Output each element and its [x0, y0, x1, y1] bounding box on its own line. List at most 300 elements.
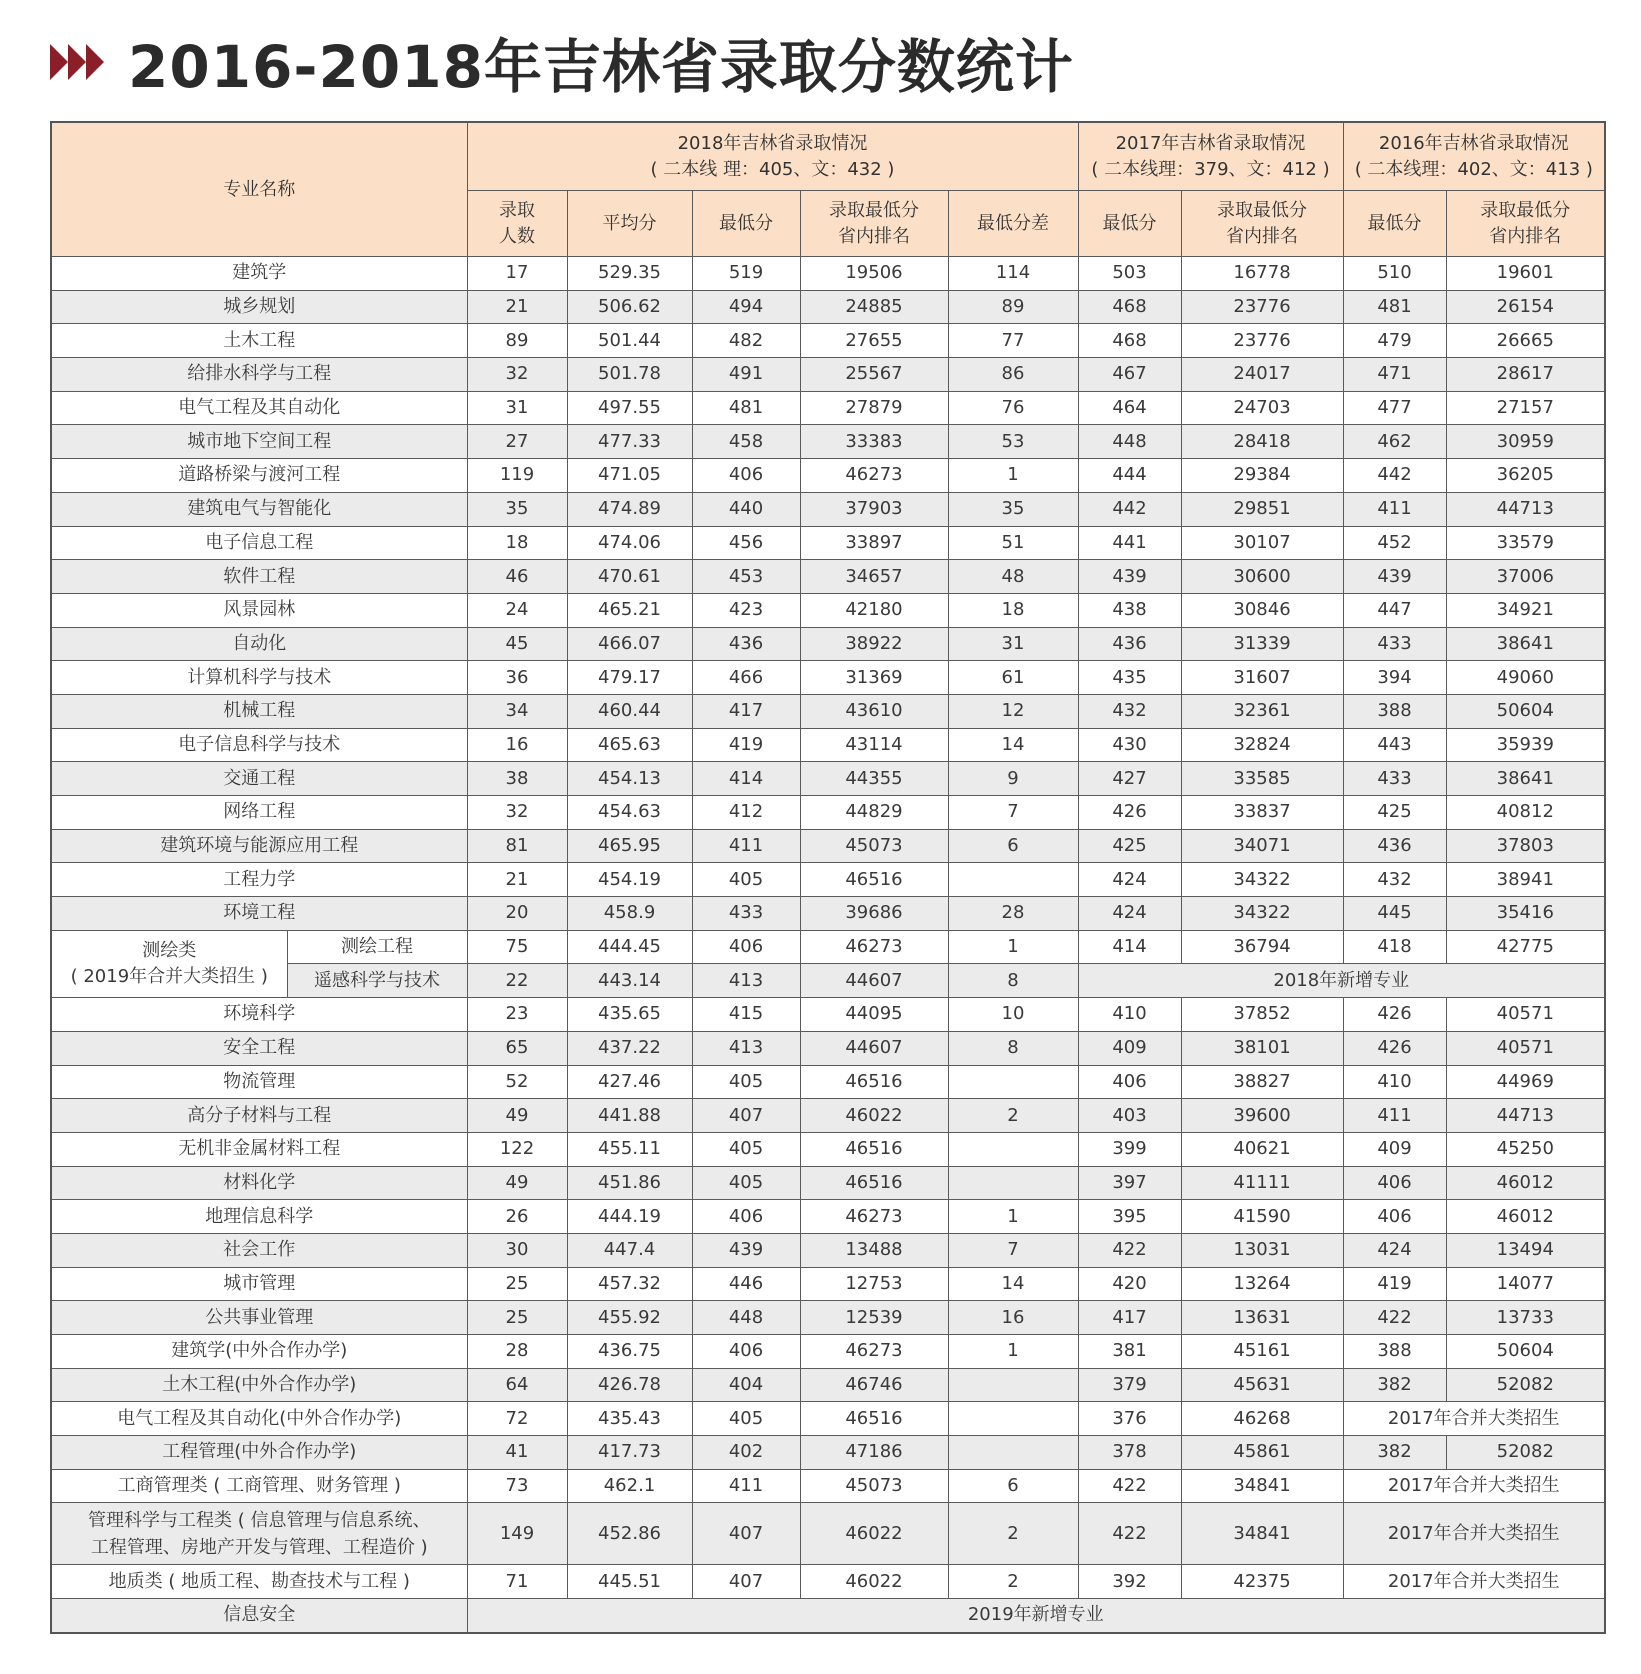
col-avg: 平均分 — [567, 191, 692, 257]
table-cell: 407 — [692, 1099, 800, 1133]
table-cell: 477.33 — [567, 425, 692, 459]
table-cell: 468 — [1078, 324, 1181, 358]
table-cell: 7 — [948, 1233, 1078, 1267]
table-cell: 13494 — [1446, 1233, 1605, 1267]
table-cell: 16 — [467, 728, 567, 762]
table-cell: 32361 — [1181, 694, 1343, 728]
table-cell: 411 — [1343, 492, 1446, 526]
note-cell: 2017年合并大类招生 — [1343, 1565, 1605, 1599]
table-cell: 28617 — [1446, 358, 1605, 392]
table-cell: 37006 — [1446, 560, 1605, 594]
table-cell: 482 — [692, 324, 800, 358]
table-cell: 422 — [1078, 1469, 1181, 1503]
table-cell: 32824 — [1181, 728, 1343, 762]
table-cell: 50604 — [1446, 694, 1605, 728]
table-cell: 19506 — [800, 257, 948, 291]
table-cell: 433 — [1343, 762, 1446, 796]
col-min-2016: 最低分 — [1343, 191, 1446, 257]
table-cell: 33383 — [800, 425, 948, 459]
table-cell: 31369 — [800, 661, 948, 695]
table-cell: 425 — [1078, 829, 1181, 863]
table-row — [51, 930, 1605, 964]
table-cell: 28 — [467, 1335, 567, 1369]
table-cell: 35939 — [1446, 728, 1605, 762]
table-cell: 403 — [1078, 1099, 1181, 1133]
triple-arrow-icon — [50, 42, 106, 82]
table-cell: 426 — [1343, 1031, 1446, 1065]
table-cell: 444.19 — [567, 1200, 692, 1234]
col-diff: 最低分差 — [948, 191, 1078, 257]
table-cell: 13488 — [800, 1233, 948, 1267]
table-cell: 46012 — [1446, 1166, 1605, 1200]
major-name: 城市管理 — [51, 1267, 467, 1301]
col-rank-2017: 录取最低分 省内排名 — [1181, 191, 1343, 257]
major-name: 建筑学 — [51, 257, 467, 291]
table-cell: 46012 — [1446, 1200, 1605, 1234]
table-cell: 33585 — [1181, 762, 1343, 796]
table-cell: 25 — [467, 1267, 567, 1301]
table-cell: 26 — [467, 1200, 567, 1234]
table-cell: 447 — [1343, 593, 1446, 627]
table-cell: 1 — [948, 459, 1078, 493]
table-cell: 34841 — [1181, 1469, 1343, 1503]
table-cell: 446 — [692, 1267, 800, 1301]
table-cell: 76 — [948, 391, 1078, 425]
table-cell: 31 — [948, 627, 1078, 661]
table-cell: 40621 — [1181, 1132, 1343, 1166]
table-cell: 471 — [1343, 358, 1446, 392]
table-cell: 14 — [948, 1267, 1078, 1301]
table-cell: 53 — [948, 425, 1078, 459]
table-cell: 437.22 — [567, 1031, 692, 1065]
major-name: 计算机科学与技术 — [51, 661, 467, 695]
table-cell: 436 — [1343, 829, 1446, 863]
major-name: 电气工程及其自动化 — [51, 391, 467, 425]
table-cell: 41111 — [1181, 1166, 1343, 1200]
table-cell: 73 — [467, 1469, 567, 1503]
table-cell: 46022 — [800, 1099, 948, 1133]
table-cell: 38827 — [1181, 1065, 1343, 1099]
table-cell: 426 — [1343, 998, 1446, 1032]
table-cell: 448 — [1078, 425, 1181, 459]
table-row — [51, 1099, 1605, 1133]
table-row — [51, 459, 1605, 493]
table-cell: 41590 — [1181, 1200, 1343, 1234]
table-cell: 406 — [692, 459, 800, 493]
table-cell: 20 — [467, 897, 567, 931]
col-min: 最低分 — [692, 191, 800, 257]
table-cell: 462 — [1343, 425, 1446, 459]
major-name: 公共事业管理 — [51, 1301, 467, 1335]
table-cell: 50604 — [1446, 1335, 1605, 1369]
table-cell: 464 — [1078, 391, 1181, 425]
major-name: 建筑环境与能源应用工程 — [51, 829, 467, 863]
table-cell: 441.88 — [567, 1099, 692, 1133]
table-cell: 376 — [1078, 1402, 1181, 1436]
table-cell: 413 — [692, 1031, 800, 1065]
table-cell: 471.05 — [567, 459, 692, 493]
note-cell: 2017年合并大类招生 — [1343, 1402, 1605, 1436]
table-cell: 442 — [1343, 459, 1446, 493]
table-cell: 501.44 — [567, 324, 692, 358]
table-cell: 36205 — [1446, 459, 1605, 493]
table-cell: 409 — [1343, 1132, 1446, 1166]
table-row — [51, 1368, 1605, 1402]
table-cell: 42775 — [1446, 930, 1605, 964]
table-cell: 419 — [1343, 1267, 1446, 1301]
table-cell: 382 — [1343, 1436, 1446, 1470]
table-cell: 465.63 — [567, 728, 692, 762]
table-cell: 114 — [948, 257, 1078, 291]
table-cell: 2 — [948, 1099, 1078, 1133]
table-cell: 30959 — [1446, 425, 1605, 459]
table-cell: 75 — [467, 930, 567, 964]
header-2018: 2018年吉林省录取情况 ( 二本线 理：405、文：432 ) — [467, 122, 1078, 191]
table-cell: 34657 — [800, 560, 948, 594]
table-cell: 46516 — [800, 863, 948, 897]
major-name: 城市地下空间工程 — [51, 425, 467, 459]
major-name: 测绘工程 — [287, 930, 467, 964]
table-cell: 7 — [948, 796, 1078, 830]
table-cell: 26154 — [1446, 290, 1605, 324]
table-cell: 406 — [692, 930, 800, 964]
table-cell: 17 — [467, 257, 567, 291]
table-cell: 149 — [467, 1503, 567, 1565]
table-cell: 413 — [692, 964, 800, 998]
table-row — [51, 1166, 1605, 1200]
table-row — [51, 897, 1605, 931]
table-cell — [948, 1402, 1078, 1436]
table-cell: 435.65 — [567, 998, 692, 1032]
table-cell: 44713 — [1446, 1099, 1605, 1133]
table-row — [51, 694, 1605, 728]
table-row — [51, 1469, 1605, 1503]
table-cell: 122 — [467, 1132, 567, 1166]
table-cell: 24703 — [1181, 391, 1343, 425]
table-cell: 6 — [948, 829, 1078, 863]
table-cell: 13733 — [1446, 1301, 1605, 1335]
table-cell: 432 — [1078, 694, 1181, 728]
table-cell: 454.19 — [567, 863, 692, 897]
major-name: 环境工程 — [51, 897, 467, 931]
table-cell: 405 — [692, 1166, 800, 1200]
table-cell: 34921 — [1446, 593, 1605, 627]
table-cell: 30107 — [1181, 526, 1343, 560]
table-cell: 61 — [948, 661, 1078, 695]
table-cell: 31339 — [1181, 627, 1343, 661]
table-cell: 418 — [1343, 930, 1446, 964]
major-name: 机械工程 — [51, 694, 467, 728]
table-cell: 46516 — [800, 1065, 948, 1099]
table-cell: 46273 — [800, 459, 948, 493]
table-cell: 37852 — [1181, 998, 1343, 1032]
table-cell: 34322 — [1181, 863, 1343, 897]
table-cell: 454.13 — [567, 762, 692, 796]
table-cell: 2 — [948, 1503, 1078, 1565]
table-cell — [948, 863, 1078, 897]
table-cell: 494 — [692, 290, 800, 324]
table-cell: 89 — [948, 290, 1078, 324]
table-cell: 430 — [1078, 728, 1181, 762]
table-cell: 24885 — [800, 290, 948, 324]
major-name: 工商管理类 ( 工商管理、财务管理 ) — [51, 1469, 467, 1503]
table-cell: 22 — [467, 964, 567, 998]
table-cell: 77 — [948, 324, 1078, 358]
major-name: 城乡规划 — [51, 290, 467, 324]
table-cell: 427 — [1078, 762, 1181, 796]
table-cell: 497.55 — [567, 391, 692, 425]
table-row — [51, 358, 1605, 392]
major-name: 建筑学(中外合作办学) — [51, 1335, 467, 1369]
table-cell: 394 — [1343, 661, 1446, 695]
table-cell: 21 — [467, 863, 567, 897]
table-cell: 44095 — [800, 998, 948, 1032]
table-cell: 46022 — [800, 1503, 948, 1565]
table-cell: 417 — [692, 694, 800, 728]
table-cell: 466.07 — [567, 627, 692, 661]
table-cell: 23776 — [1181, 290, 1343, 324]
major-header: 专业名称 — [51, 122, 467, 257]
table-cell: 436.75 — [567, 1335, 692, 1369]
table-row — [51, 863, 1605, 897]
col-count: 录取 人数 — [467, 191, 567, 257]
table-row — [51, 1233, 1605, 1267]
table-cell: 35416 — [1446, 897, 1605, 931]
table-cell: 45073 — [800, 829, 948, 863]
table-cell: 477 — [1343, 391, 1446, 425]
table-cell: 481 — [1343, 290, 1446, 324]
table-cell: 13264 — [1181, 1267, 1343, 1301]
table-cell: 411 — [1343, 1099, 1446, 1133]
table-cell: 52082 — [1446, 1436, 1605, 1470]
table-row — [51, 796, 1605, 830]
table-cell: 37803 — [1446, 829, 1605, 863]
table-cell: 29384 — [1181, 459, 1343, 493]
table-cell: 26665 — [1446, 324, 1605, 358]
major-name: 软件工程 — [51, 560, 467, 594]
table-cell: 46516 — [800, 1166, 948, 1200]
table-cell: 14077 — [1446, 1267, 1605, 1301]
table-cell: 46 — [467, 560, 567, 594]
table-cell: 34841 — [1181, 1503, 1343, 1565]
table-cell: 49 — [467, 1099, 567, 1133]
major-name: 自动化 — [51, 627, 467, 661]
table-cell: 36794 — [1181, 930, 1343, 964]
table-cell: 510 — [1343, 257, 1446, 291]
major-name: 土木工程(中外合作办学) — [51, 1368, 467, 1402]
table-cell: 46273 — [800, 1200, 948, 1234]
table-cell: 436 — [1078, 627, 1181, 661]
table-cell: 49 — [467, 1166, 567, 1200]
table-cell: 468 — [1078, 290, 1181, 324]
table-cell: 412 — [692, 796, 800, 830]
table-cell: 32 — [467, 796, 567, 830]
table-cell: 16778 — [1181, 257, 1343, 291]
table-cell: 388 — [1343, 1335, 1446, 1369]
table-cell: 423 — [692, 593, 800, 627]
major-name: 地理信息科学 — [51, 1200, 467, 1234]
table-cell: 442 — [1078, 492, 1181, 526]
table-cell: 454.63 — [567, 796, 692, 830]
table-row — [51, 1267, 1605, 1301]
table-cell: 10 — [948, 998, 1078, 1032]
table-row — [51, 290, 1605, 324]
table-cell: 1 — [948, 1335, 1078, 1369]
table-cell: 27879 — [800, 391, 948, 425]
table-cell: 21 — [467, 290, 567, 324]
table-cell: 432 — [1343, 863, 1446, 897]
table-row — [51, 1065, 1605, 1099]
table-cell: 89 — [467, 324, 567, 358]
table-cell: 381 — [1078, 1335, 1181, 1369]
admission-score-table — [50, 121, 1606, 1634]
note-cell: 2019年新增专业 — [467, 1599, 1605, 1633]
table-row — [51, 1132, 1605, 1166]
group-name: 测绘类 ( 2019年合并大类招生 ) — [51, 930, 287, 997]
table-cell: 14 — [948, 728, 1078, 762]
note-cell: 2018年新增专业 — [1078, 964, 1605, 998]
table-cell: 436 — [692, 627, 800, 661]
table-cell: 399 — [1078, 1132, 1181, 1166]
major-name: 无机非金属材料工程 — [51, 1132, 467, 1166]
table-cell: 46022 — [800, 1565, 948, 1599]
table-cell: 30 — [467, 1233, 567, 1267]
table-row — [51, 1503, 1605, 1565]
table-cell: 36 — [467, 661, 567, 695]
table-cell: 49060 — [1446, 661, 1605, 695]
table-cell: 455.11 — [567, 1132, 692, 1166]
table-cell: 64 — [467, 1368, 567, 1402]
table-cell: 467 — [1078, 358, 1181, 392]
table-cell: 440 — [692, 492, 800, 526]
table-cell: 48 — [948, 560, 1078, 594]
table-cell: 457.32 — [567, 1267, 692, 1301]
table-cell: 465.95 — [567, 829, 692, 863]
table-cell: 435 — [1078, 661, 1181, 695]
table-cell: 411 — [692, 829, 800, 863]
table-cell: 45073 — [800, 1469, 948, 1503]
table-cell: 65 — [467, 1031, 567, 1065]
table-cell: 419 — [692, 728, 800, 762]
table-cell: 406 — [692, 1200, 800, 1234]
table-row — [51, 1402, 1605, 1436]
table-cell: 397 — [1078, 1166, 1181, 1200]
table-cell: 44969 — [1446, 1065, 1605, 1099]
table-cell: 13631 — [1181, 1301, 1343, 1335]
table-cell: 34071 — [1181, 829, 1343, 863]
table-cell: 33837 — [1181, 796, 1343, 830]
table-cell: 23776 — [1181, 324, 1343, 358]
table-cell: 44829 — [800, 796, 948, 830]
table-cell: 424 — [1078, 863, 1181, 897]
table-cell: 474.06 — [567, 526, 692, 560]
table-cell: 466 — [692, 661, 800, 695]
col-min-2017: 最低分 — [1078, 191, 1181, 257]
table-cell: 52082 — [1446, 1368, 1605, 1402]
table-cell: 462.1 — [567, 1469, 692, 1503]
table-row — [51, 998, 1605, 1032]
table-cell: 404 — [692, 1368, 800, 1402]
table-cell: 31607 — [1181, 661, 1343, 695]
table-cell: 405 — [692, 1065, 800, 1099]
table-cell: 479.17 — [567, 661, 692, 695]
table-cell: 51 — [948, 526, 1078, 560]
table-cell: 443 — [1343, 728, 1446, 762]
table-cell: 439 — [1078, 560, 1181, 594]
table-row — [51, 1200, 1605, 1234]
major-name: 环境科学 — [51, 998, 467, 1032]
table-cell: 410 — [1078, 998, 1181, 1032]
table-cell: 422 — [1078, 1503, 1181, 1565]
table-cell: 410 — [1343, 1065, 1446, 1099]
table-row — [51, 829, 1605, 863]
table-cell: 405 — [692, 863, 800, 897]
table-cell: 433 — [692, 897, 800, 931]
table-cell: 388 — [1343, 694, 1446, 728]
major-name: 工程力学 — [51, 863, 467, 897]
header-2016: 2016年吉林省录取情况 ( 二本线理：402、文：413 ) — [1343, 122, 1605, 191]
table-cell: 479 — [1343, 324, 1446, 358]
table-cell: 9 — [948, 762, 1078, 796]
table-cell: 519 — [692, 257, 800, 291]
table-cell: 465.21 — [567, 593, 692, 627]
major-name: 高分子材料与工程 — [51, 1099, 467, 1133]
table-cell — [948, 1132, 1078, 1166]
table-cell: 455.92 — [567, 1301, 692, 1335]
table-cell: 407 — [692, 1503, 800, 1565]
table-cell — [948, 1065, 1078, 1099]
table-cell: 439 — [692, 1233, 800, 1267]
major-name: 安全工程 — [51, 1031, 467, 1065]
table-cell: 43610 — [800, 694, 948, 728]
table-cell: 35 — [948, 492, 1078, 526]
table-cell: 424 — [1078, 897, 1181, 931]
major-name: 遥感科学与技术 — [287, 964, 467, 998]
table-cell: 392 — [1078, 1565, 1181, 1599]
table-cell: 45631 — [1181, 1368, 1343, 1402]
table-cell: 447.4 — [567, 1233, 692, 1267]
table-cell: 481 — [692, 391, 800, 425]
table-row — [51, 1565, 1605, 1599]
table-cell: 506.62 — [567, 290, 692, 324]
table-row — [51, 425, 1605, 459]
table-cell: 12539 — [800, 1301, 948, 1335]
table-cell: 19601 — [1446, 257, 1605, 291]
table-cell: 414 — [692, 762, 800, 796]
table-cell: 46273 — [800, 930, 948, 964]
table-cell: 18 — [948, 593, 1078, 627]
table-cell: 414 — [1078, 930, 1181, 964]
table-cell: 435.43 — [567, 1402, 692, 1436]
table-cell: 40571 — [1446, 1031, 1605, 1065]
table-cell: 425 — [1343, 796, 1446, 830]
table-cell: 45 — [467, 627, 567, 661]
table-cell: 119 — [467, 459, 567, 493]
table-row — [51, 627, 1605, 661]
table-cell: 415 — [692, 998, 800, 1032]
table-cell: 378 — [1078, 1436, 1181, 1470]
table-cell: 452 — [1343, 526, 1446, 560]
table-cell: 420 — [1078, 1267, 1181, 1301]
table-cell: 45161 — [1181, 1335, 1343, 1369]
table-row — [51, 492, 1605, 526]
table-cell: 458 — [692, 425, 800, 459]
table-cell: 470.61 — [567, 560, 692, 594]
table-cell: 424 — [1343, 1233, 1446, 1267]
major-name: 道路桥梁与渡河工程 — [51, 459, 467, 493]
major-name: 管理科学与工程类 ( 信息管理与信息系统、 工程管理、房地产开发与管理、工程造价 ) — [51, 1503, 467, 1565]
table-cell: 406 — [1078, 1065, 1181, 1099]
